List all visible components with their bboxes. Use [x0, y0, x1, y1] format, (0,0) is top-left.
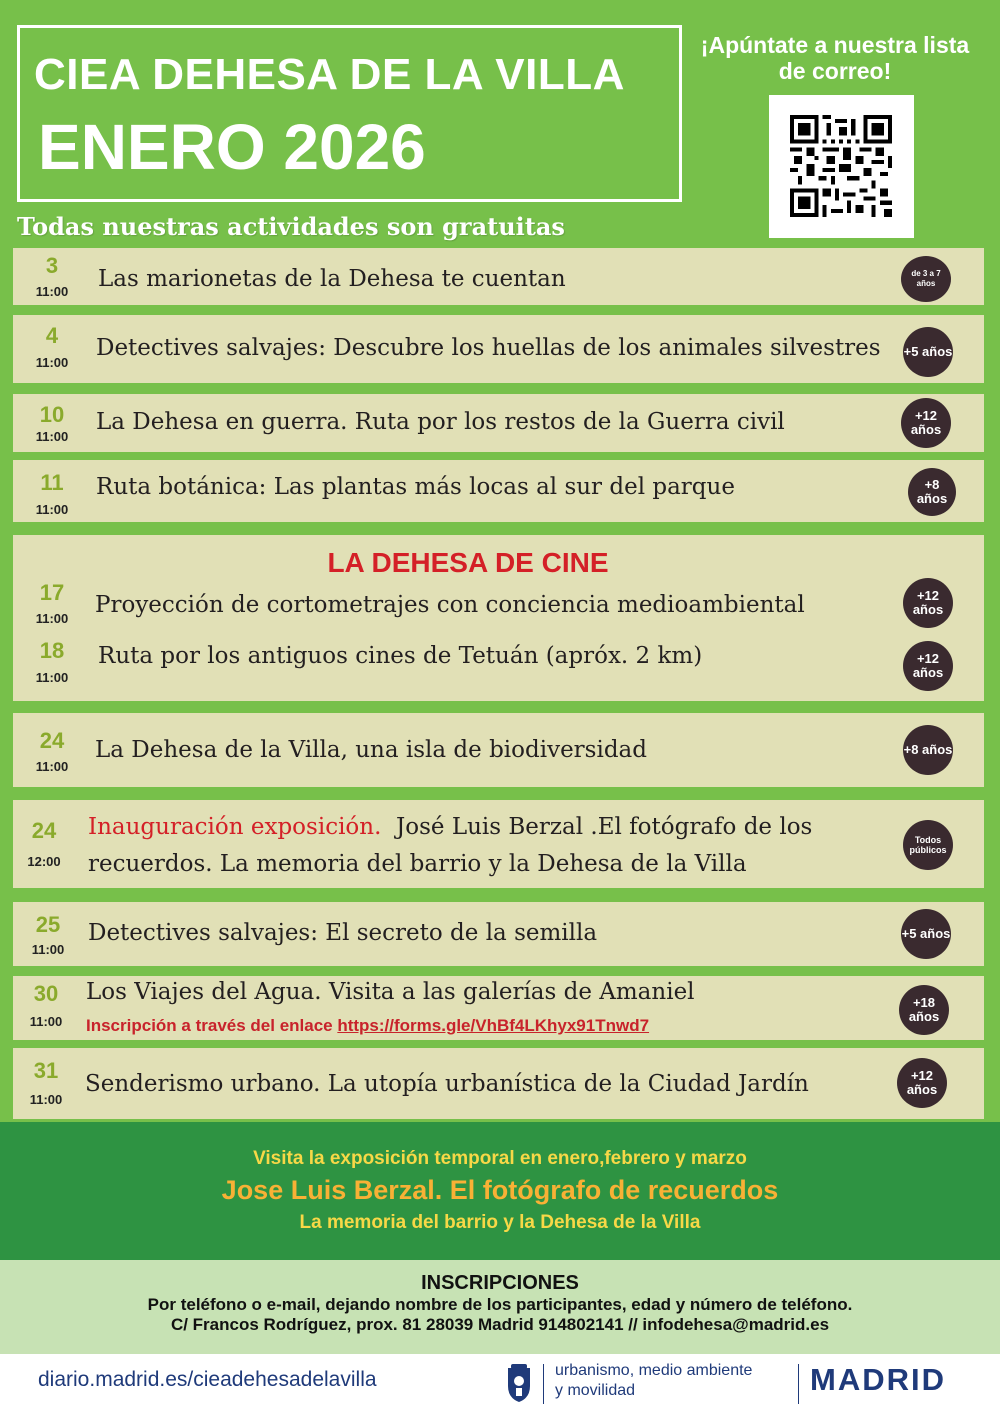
inauguration-label: Inauguración exposición. — [88, 814, 382, 840]
event-time: 11:00 — [29, 1014, 63, 1029]
event-day: 3 — [45, 253, 59, 278]
inscripciones-band — [0, 1260, 1000, 1354]
event-row — [13, 394, 984, 452]
event-time: 11:00 — [29, 1092, 63, 1107]
event-row — [13, 713, 984, 787]
event-time: 11:00 — [35, 429, 69, 444]
event-row — [13, 976, 984, 1040]
event-day: 4 — [45, 323, 59, 348]
event-day: 24 — [31, 818, 57, 843]
event-time: 11:00 — [31, 942, 65, 957]
inauguration-title: José Luis Berzal .El fotógrafo de los — [396, 814, 813, 840]
event-row — [13, 800, 984, 888]
event-day: 17 — [39, 580, 65, 605]
age-badge: +18 años — [899, 985, 949, 1035]
age-badge: +8 años — [903, 725, 953, 775]
qr-code-icon — [790, 115, 892, 217]
event-row — [13, 248, 984, 305]
event-time: 11:00 — [35, 611, 69, 626]
event-title-line1 — [88, 814, 812, 840]
age-badge: de 3 a 7 años — [901, 256, 951, 302]
footer-department-line2: y movilidad — [555, 1382, 636, 1399]
event-title: La Dehesa de la Villa, una isla de biodiversidad — [95, 737, 647, 763]
event-day: 18 — [39, 638, 65, 663]
madrid-logo: MADRID — [810, 1362, 946, 1397]
event-row — [13, 315, 984, 383]
event-title: Detectives salvajes: Descubre los huellas de los animales silvestres — [96, 335, 881, 361]
title-month: ENERO 2026 — [38, 111, 426, 183]
event-day: 10 — [39, 402, 65, 427]
event-time: 11:00 — [35, 502, 69, 517]
event-title: Ruta botánica: Las plantas más locas al sur del parque — [96, 474, 735, 500]
qr-code[interactable] — [769, 95, 914, 238]
event-row — [13, 902, 984, 966]
mailing-list-cta: ¡Apúntate a nuestra lista de correo! — [700, 32, 970, 84]
event-row — [13, 1048, 984, 1119]
footer — [0, 1354, 1000, 1415]
event-title: La Dehesa en guerra. Ruta por los restos de la Guerra civil — [96, 409, 785, 435]
age-badge: +12 años — [903, 578, 953, 628]
event-day: 11 — [40, 470, 64, 495]
age-badge: +5 años — [901, 909, 951, 959]
event-title: Proyección de cortometrajes con conciencia medioambiental — [95, 592, 805, 618]
age-badge: +8 años — [908, 468, 956, 516]
footer-separator — [798, 1364, 799, 1404]
age-badge: Todos públicos — [903, 820, 953, 870]
event-day: 31 — [33, 1058, 59, 1083]
event-time: 11:00 — [35, 355, 69, 370]
event-time: 11:00 — [35, 284, 69, 299]
inscripciones-contact: C/ Francos Rodríguez, prox. 81 28039 Madrid 914802141 // infodehesa@madrid.es — [170, 1315, 830, 1334]
event-time: 12:00 — [27, 854, 61, 869]
age-badge: +12 años — [901, 398, 951, 448]
exhibition-intro: Visita la exposición temporal en enero,febrero y marzo — [253, 1148, 747, 1169]
exhibition-band — [0, 1122, 1000, 1260]
footer-separator — [543, 1364, 544, 1404]
title-center-name: CIEA DEHESA DE LA VILLA — [34, 50, 625, 99]
madrid-shield-icon — [505, 1364, 533, 1404]
registration-link[interactable]: https://forms.gle/VhBf4LKhyx91Tnwd7 — [337, 1016, 650, 1035]
event-title: Ruta por los antiguos cines de Tetuán (apróx. 2 km) — [98, 643, 703, 669]
event-day: 30 — [33, 981, 59, 1006]
cine-heading: LA DEHESA DE CINE — [327, 547, 609, 578]
free-activities-subtitle: Todas nuestras actividades son gratuitas — [17, 212, 565, 241]
event-time: 11:00 — [35, 670, 69, 685]
registration-note-text: Inscripción a través del enlace — [86, 1016, 338, 1035]
event-title: Los Viajes del Agua. Visita a las galerías de Amaniel — [86, 979, 695, 1005]
event-day: 24 — [39, 728, 65, 753]
registration-note — [86, 1016, 649, 1036]
inscripciones-instructions: Por teléfono o e-mail, dejando nombre de los participantes, edad y número de teléfono. — [147, 1295, 853, 1314]
event-title-line2: recuerdos. La memoria del barrio y la Dehesa de la Villa — [88, 851, 747, 877]
exhibition-title: Jose Luis Berzal. El fotógrafo de recuerdos — [221, 1175, 779, 1205]
exhibition-subtitle: La memoria del barrio y la Dehesa de la Villa — [299, 1212, 701, 1233]
event-row — [13, 460, 984, 522]
title-box — [17, 25, 682, 202]
age-badge: +12 años — [903, 641, 953, 691]
age-badge: +5 años — [903, 327, 953, 377]
inscripciones-title: INSCRIPCIONES — [421, 1272, 579, 1294]
footer-department: urbanismo, medio ambiente — [555, 1362, 753, 1379]
event-time: 11:00 — [35, 759, 69, 774]
event-title: Las marionetas de la Dehesa te cuentan — [98, 266, 566, 292]
event-title: Detectives salvajes: El secreto de la semilla — [88, 920, 598, 946]
age-badge: +12 años — [897, 1058, 947, 1108]
event-day: 25 — [35, 912, 61, 937]
event-title: Senderismo urbano. La utopía urbanística de la Ciudad Jardín — [85, 1071, 809, 1097]
footer-url-link[interactable]: diario.madrid.es/ciea​dehesadelavilla — [38, 1368, 377, 1391]
cine-section — [13, 535, 984, 701]
